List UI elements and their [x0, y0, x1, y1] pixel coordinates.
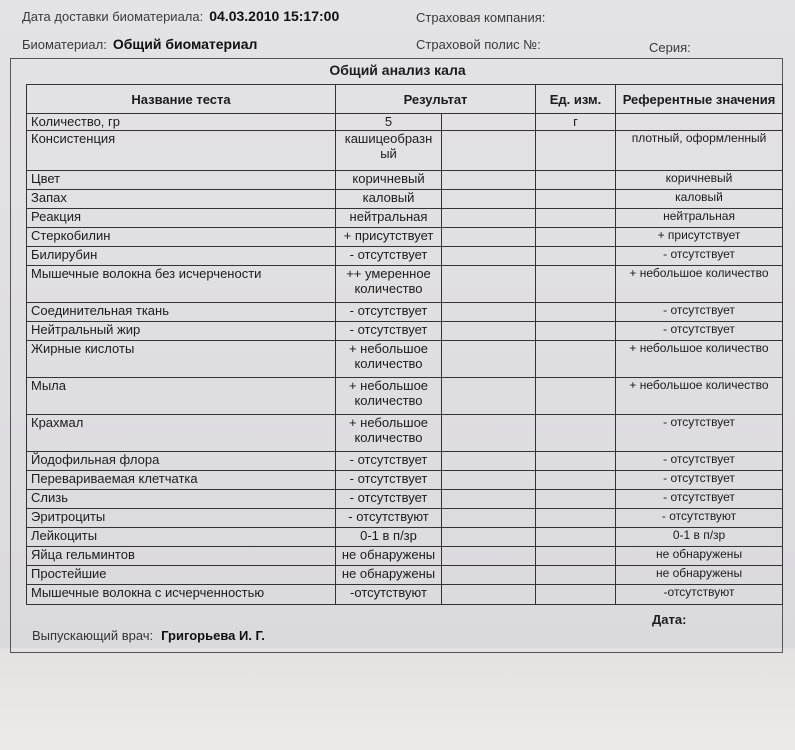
test-name-cell: Мышечные волокна с исчерченностью: [27, 585, 336, 605]
frame-top-border: [10, 58, 783, 59]
unit-cell: [536, 415, 616, 452]
result-cell: - отсутствует: [336, 322, 442, 341]
result-cell: нейтральная: [336, 209, 442, 228]
biomaterial-value: Общий биоматериал: [112, 36, 258, 52]
test-name-cell: Билирубин: [27, 247, 336, 266]
result-extra-cell: [442, 303, 536, 322]
table-row: [27, 566, 783, 585]
result-extra-cell: [442, 378, 536, 415]
table-row: [27, 341, 783, 378]
result-cell: + небольшое количество: [336, 341, 442, 378]
test-name-cell: Консистенция: [27, 131, 336, 171]
table-row: [27, 490, 783, 509]
unit-cell: [536, 585, 616, 605]
reference-cell: не обнаружены: [616, 547, 783, 566]
result-extra-cell: [442, 547, 536, 566]
doctor-name: Григорьева И. Г.: [161, 628, 265, 643]
column-header-unit: Ед. изм.: [536, 85, 616, 114]
table-row: [27, 585, 783, 605]
unit-cell: [536, 378, 616, 415]
table-row: [27, 266, 783, 303]
result-extra-cell: [442, 114, 536, 131]
test-name-cell: Количество, гр: [27, 114, 336, 131]
result-extra-cell: [442, 471, 536, 490]
delivery-date-value: 04.03.2010 15:17:00: [209, 8, 340, 24]
unit-cell: [536, 209, 616, 228]
table-row: [27, 528, 783, 547]
table-row: [27, 322, 783, 341]
result-extra-cell: [442, 247, 536, 266]
reference-cell: 0-1 в п/зр: [616, 528, 783, 547]
reference-cell: плотный, оформленный: [616, 131, 783, 171]
frame-left-border: [10, 58, 11, 652]
reference-cell: [616, 114, 783, 131]
series-label: Серия:: [649, 40, 691, 55]
column-header-reference: Референтные значения: [616, 85, 783, 114]
test-name-cell: Мышечные волокна без исчерчености: [27, 266, 336, 303]
biomaterial-label: Биоматериал:: [22, 37, 107, 52]
test-name-cell: Крахмал: [27, 415, 336, 452]
unit-cell: [536, 190, 616, 209]
result-extra-cell: [442, 209, 536, 228]
reference-cell: + небольшое количество: [616, 341, 783, 378]
delivery-date: [22, 8, 339, 24]
table-row: [27, 190, 783, 209]
delivery-date-label: Дата доставки биоматериала:: [22, 9, 204, 24]
test-name-cell: Нейтральный жир: [27, 322, 336, 341]
test-name-cell: Перевариваемая клетчатка: [27, 471, 336, 490]
reference-cell: - отсутствует: [616, 490, 783, 509]
result-extra-cell: [442, 190, 536, 209]
test-name-cell: Простейшие: [27, 566, 336, 585]
reference-cell: коричневый: [616, 171, 783, 190]
unit-cell: г: [536, 114, 616, 131]
unit-cell: [536, 566, 616, 585]
result-cell: + присутствует: [336, 228, 442, 247]
reference-cell: - отсутствует: [616, 471, 783, 490]
reference-cell: + присутствует: [616, 228, 783, 247]
date-label: Дата:: [652, 612, 687, 627]
reference-cell: + небольшое количество: [616, 266, 783, 303]
insurer-label: Страховая компания:: [416, 10, 546, 25]
result-extra-cell: [442, 528, 536, 547]
reference-cell: нейтральная: [616, 209, 783, 228]
result-extra-cell: [442, 266, 536, 303]
result-extra-cell: [442, 452, 536, 471]
table-row: [27, 171, 783, 190]
table-row: [27, 114, 783, 131]
table-row: [27, 131, 783, 171]
result-cell: не обнаружены: [336, 547, 442, 566]
test-name-cell: Соединительная ткань: [27, 303, 336, 322]
reference-cell: - отсутствуют: [616, 509, 783, 528]
result-extra-cell: [442, 171, 536, 190]
unit-cell: [536, 228, 616, 247]
result-cell: кашицеобразн ый: [336, 131, 442, 171]
reference-cell: - отсутствует: [616, 247, 783, 266]
result-cell: + небольшое количество: [336, 415, 442, 452]
reference-cell: - отсутствует: [616, 415, 783, 452]
result-cell: - отсутствует: [336, 247, 442, 266]
doctor-signature: [32, 628, 265, 643]
table-row: [27, 228, 783, 247]
result-extra-cell: [442, 509, 536, 528]
test-name-cell: Стеркобилин: [27, 228, 336, 247]
result-cell: - отсутствует: [336, 452, 442, 471]
result-cell: каловый: [336, 190, 442, 209]
result-cell: не обнаружены: [336, 566, 442, 585]
unit-cell: [536, 490, 616, 509]
doctor-label: Выпускающий врач:: [32, 628, 154, 643]
table-row: [27, 247, 783, 266]
result-cell: 0-1 в п/зр: [336, 528, 442, 547]
unit-cell: [536, 528, 616, 547]
biomaterial: [22, 36, 257, 52]
result-extra-cell: [442, 566, 536, 585]
unit-cell: [536, 471, 616, 490]
table-row: [27, 452, 783, 471]
unit-cell: [536, 131, 616, 171]
result-extra-cell: [442, 228, 536, 247]
unit-cell: [536, 247, 616, 266]
unit-cell: [536, 341, 616, 378]
reference-cell: - отсутствует: [616, 303, 783, 322]
table-row: [27, 547, 783, 566]
test-name-cell: Яйца гельминтов: [27, 547, 336, 566]
table-header-row: [27, 85, 783, 114]
report-title: Общий анализ кала: [329, 62, 466, 78]
reference-cell: - отсутствует: [616, 322, 783, 341]
test-name-cell: Эритроциты: [27, 509, 336, 528]
table-row: [27, 303, 783, 322]
column-header-result: Результат: [336, 85, 536, 114]
reference-cell: каловый: [616, 190, 783, 209]
result-cell: - отсутствует: [336, 471, 442, 490]
reference-cell: -отсутствуют: [616, 585, 783, 605]
result-cell: 5: [336, 114, 442, 131]
table-row: [27, 209, 783, 228]
result-cell: - отсутствуют: [336, 509, 442, 528]
test-name-cell: Жирные кислоты: [27, 341, 336, 378]
unit-cell: [536, 171, 616, 190]
result-cell: - отсутствует: [336, 303, 442, 322]
result-extra-cell: [442, 415, 536, 452]
test-name-cell: Лейкоциты: [27, 528, 336, 547]
unit-cell: [536, 266, 616, 303]
result-cell: коричневый: [336, 171, 442, 190]
results-table: [26, 84, 783, 605]
test-name-cell: Йодофильная флора: [27, 452, 336, 471]
reference-cell: не обнаружены: [616, 566, 783, 585]
background-surface: [0, 648, 795, 750]
frame-bottom-border: [10, 652, 783, 653]
unit-cell: [536, 547, 616, 566]
unit-cell: [536, 322, 616, 341]
unit-cell: [536, 303, 616, 322]
result-cell: ++ умеренное количество: [336, 266, 442, 303]
unit-cell: [536, 509, 616, 528]
test-name-cell: Запах: [27, 190, 336, 209]
result-extra-cell: [442, 341, 536, 378]
table-row: [27, 415, 783, 452]
reference-cell: - отсутствует: [616, 452, 783, 471]
test-name-cell: Мыла: [27, 378, 336, 415]
test-name-cell: Реакция: [27, 209, 336, 228]
result-cell: -отсутствуют: [336, 585, 442, 605]
table-row: [27, 509, 783, 528]
reference-cell: + небольшое количество: [616, 378, 783, 415]
result-extra-cell: [442, 585, 536, 605]
unit-cell: [536, 452, 616, 471]
test-name-cell: Слизь: [27, 490, 336, 509]
result-extra-cell: [442, 322, 536, 341]
table-row: [27, 378, 783, 415]
result-extra-cell: [442, 131, 536, 171]
result-cell: - отсутствует: [336, 490, 442, 509]
column-header-name: Название теста: [27, 85, 336, 114]
result-extra-cell: [442, 490, 536, 509]
policy-label: Страховой полис №:: [416, 37, 541, 52]
result-cell: + небольшое количество: [336, 378, 442, 415]
table-row: [27, 471, 783, 490]
test-name-cell: Цвет: [27, 171, 336, 190]
